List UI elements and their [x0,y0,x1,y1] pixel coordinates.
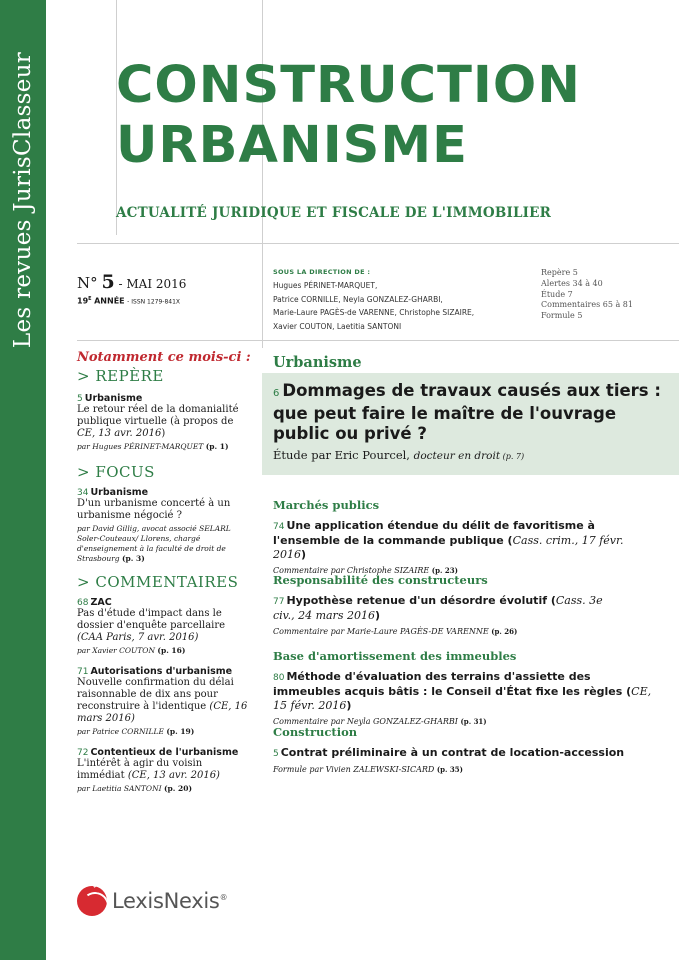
lead-article: 6 Dommages de travaux causés aux tiers : que peut faire le maître de l'ouvrage public ou privé ? Étude par Eric Pourcel, docteur en droit (p. 7) [273,381,661,462]
magazine-subtitle: ACTUALITÉ JURIDIQUE ET FISCALE DE L'IMMOBILIER [116,205,552,221]
lexisnexis-logo-icon [77,886,107,916]
article-block: Marchés publics 74 Une application étendue du délit de favoritisme à l'ensemble de la commande publique (Cass. crim., 17 févr. 2016) Commentaire par Christophe SIZAIRE (p. 23) [273,498,653,575]
divider [77,340,679,341]
divider [77,243,679,244]
magazine-title [116,56,581,176]
contents-summary: Repère 5 Alertes 34 à 40 Étude 7 Commentaires 65 à 81 Formule 5 [541,268,633,321]
section-heading: > COMMENTAIRES [77,573,239,591]
list-item: 68 ZAC Pas d'étude d'impact dans le dossier d'enquête parcellaire (CAA Paris, 7 avr. 2016) par Xavier COUTON (p. 16) [77,597,226,655]
list-item: 71 Autorisations d'urbanisme Nouvelle confirmation du délai raisonnable de dix ans pour reconstruire à l'identique (CE, 16 mars 2016) par Patrice CORNILLE (p. 19) [77,666,248,736]
side-band-text: Les revues JurisClasseur [10,51,36,349]
article-block: Responsabilité des constructeurs 77 Hypothèse retenue d'un désordre évolutif (Cass. 3e civ., 24 mars 2016) Commentaire par Marie-Laure PAGÈS-DE VARENNE (p. 26) [273,573,653,636]
list-item: 74 Une application étendue du délit de favoritisme à l'ensemble de la commande publique (Cass. crim., 17 févr. 2016) Commentaire par Christophe SIZAIRE (p. 23) [273,519,624,575]
editorial-direction: SOUS LA DIRECTION DE : Hugues PÉRINET-MARQUET, Patrice CORNILLE, Neyla GONZALEZ-GHARBI, Marie-Laure PAGÈS-de VARENNE, Christophe SIZAIRE, Xavier COUTON, Laetitia SANTONI [273,268,475,331]
article-block: Construction 5 Contrat préliminaire à un contrat de location-accession Formule par Vivien ZALEWSKI-SICARD (p. 35) [273,725,653,774]
lead-title: Dommages de travaux causés aux tiers : que peut faire le maître de l'ouvrage public ou privé ? [273,381,661,443]
section-heading: > REPÈRE [77,367,164,385]
title-line-2: URBANISME [116,116,469,175]
issue-year: $19^E$ ANNÉE - ISSN 1279-841X [77,296,181,306]
side-band [0,0,46,960]
list-item: 34 Urbanisme D'un urbanisme concerté à un urbanisme négocié ? par David Gillig, avocat associé SELARL Soler-Couteaux/ Llorens, chargé d'enseignement à la faculté de droit de Strasbourg (p. 3) [77,487,231,563]
highlights-intro: Notamment ce mois-ci : [77,350,251,365]
list-item: 5 Urbanisme Le retour réel de la domanialité publique virtuelle (à propos de CE, 13 avr. 2016) par Hugues PÉRINET-MARQUET (p. 1) [77,393,239,451]
section-heading: > FOCUS [77,463,155,481]
list-item: 80 Méthode d'évaluation des terrains d'assiette des immeubles acquis bâtis : le Conseil d'État fixe les règles (CE, 15 févr. 2016) Commentaire par Neyla GONZALEZ-GHARBI (p. 31) [273,670,652,726]
main-category: Urbanisme [273,354,362,371]
article-block: Base d'amortissement des immeubles 80 Méthode d'évaluation des terrains d'assiette des immeubles acquis bâtis : le Conseil d'État fixe les règles (CE, 15 févr. 2016) Commentaire par Neyla GONZALEZ-GHARBI (p. 31) [273,649,652,726]
issue-number: N° 5 - MAI 2016 [77,271,187,293]
title-line-1: CONSTRUCTION [116,56,581,115]
list-item: 77 Hypothèse retenue d'un désordre évolutif (Cass. 3e civ., 24 mars 2016) Commentaire par Marie-Laure PAGÈS-DE VARENNE (p. 26) [273,594,603,636]
publisher-logo: LexisNexis® [77,883,227,919]
highlights-column [77,350,252,794]
list-item: 5 Contrat préliminaire à un contrat de location-accession Formule par Vivien ZALEWSKI-SICARD (p. 35) [273,746,625,774]
list-item: 72 Contentieux de l'urbanisme L'intérêt à agir du voisin immédiat (CE, 13 avr. 2016) par Laetitia SANTONI (p. 20) [77,747,239,793]
